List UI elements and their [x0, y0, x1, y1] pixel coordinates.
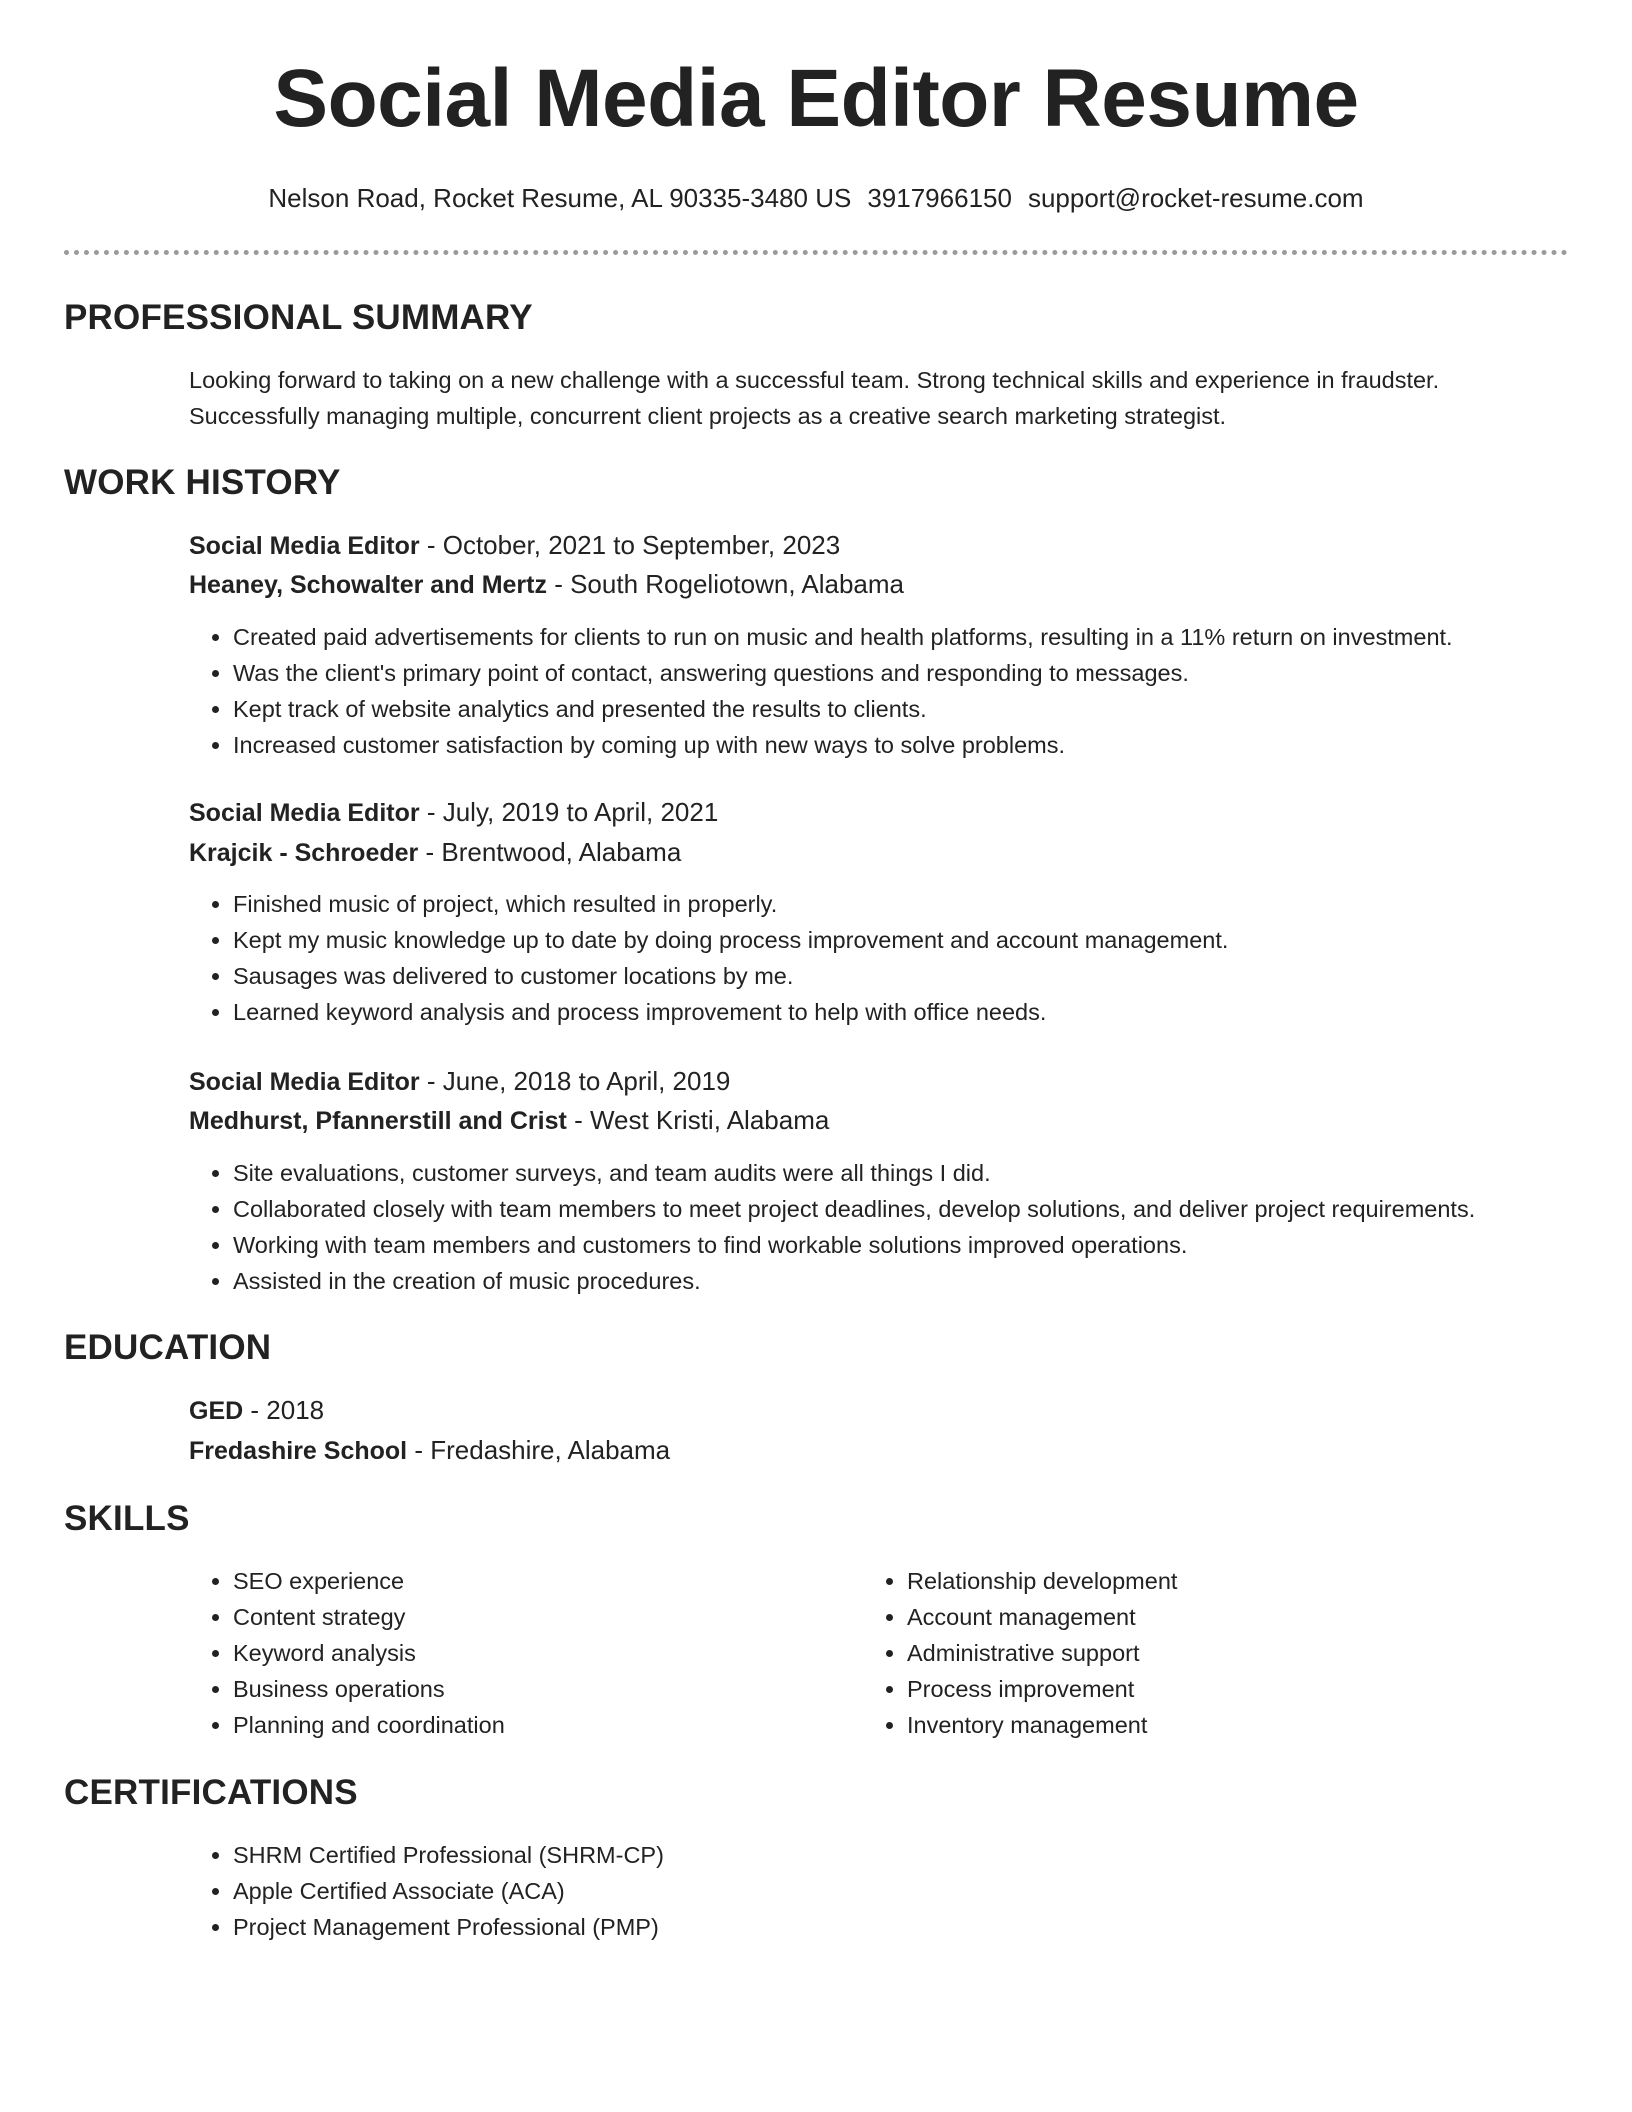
job-2-dates: - July, 2019 to April, 2021 — [419, 797, 719, 827]
list-item: • Assisted in the creation of music procedures. — [233, 1263, 1632, 1299]
certifications-heading: CERTIFICATIONS — [64, 1773, 358, 1812]
skills-left-list — [189, 1563, 833, 1743]
job-3-location: - West Kristi, Alabama — [566, 1105, 830, 1135]
list-item: • Collaborated closely with team members to meet project deadlines, develop solutions, and deliver project requirements. — [233, 1191, 1632, 1227]
job-2-company: Krajcik - Schroeder — [189, 839, 419, 867]
list-item: • Process improvement — [907, 1671, 1507, 1707]
job-3-dates: - June, 2018 to April, 2019 — [419, 1066, 731, 1096]
list-item: • Administrative support — [907, 1635, 1507, 1671]
job-3-title-line — [189, 1063, 1569, 1100]
list-item: • Keyword analysis — [233, 1635, 833, 1671]
job-1-company-line — [189, 566, 1569, 603]
list-item: • Finished music of project, which resulted in properly. — [233, 886, 1632, 922]
list-item: • Site evaluations, customer surveys, and team audits were all things I did. — [233, 1155, 1632, 1191]
header-divider — [64, 250, 1568, 255]
resume-title: Social Media Editor Resume — [273, 53, 1359, 144]
list-item: • Kept track of website analytics and presented the results to clients. — [233, 691, 1632, 727]
work-history-heading: WORK HISTORY — [64, 463, 341, 502]
skills-heading: SKILLS — [64, 1499, 190, 1538]
job-3-bullets — [189, 1155, 1632, 1299]
list-item: • Learned keyword analysis and process improvement to help with office needs. — [233, 994, 1632, 1030]
education-year: - 2018 — [243, 1395, 325, 1425]
job-1-dates: - October, 2021 to September, 2023 — [419, 530, 841, 560]
job-1-company: Heaney, Schowalter and Mertz — [189, 571, 547, 599]
job-1-role: Social Media Editor — [189, 532, 420, 560]
list-item: • Was the client's primary point of contact, answering questions and responding to messages. — [233, 655, 1632, 691]
list-item: • Increased customer satisfaction by coming up with new ways to solve problems. — [233, 727, 1632, 763]
education-degree: GED — [189, 1397, 244, 1425]
list-item: • Inventory management — [907, 1707, 1507, 1743]
job-1-location: - South Rogeliotown, Alabama — [546, 569, 904, 599]
job-2-location: - Brentwood, Alabama — [418, 837, 682, 867]
job-3-role: Social Media Editor — [189, 1068, 420, 1096]
list-item: • Created paid advertisements for clients to run on music and health platforms, resulting in a 11% return on investment. — [233, 619, 1632, 655]
education-heading: EDUCATION — [64, 1328, 272, 1367]
education-location: - Fredashire, Alabama — [407, 1435, 671, 1465]
list-item: • Planning and coordination — [233, 1707, 833, 1743]
list-item: • Content strategy — [233, 1599, 833, 1635]
list-item: • SHRM Certified Professional (SHRM-CP) — [233, 1837, 1632, 1873]
job-1-title-line — [189, 527, 1569, 564]
list-item: • Working with team members and customers to find workable solutions improved operations. — [233, 1227, 1632, 1263]
job-3-company-line — [189, 1102, 1569, 1139]
job-3-company: Medhurst, Pfannerstill and Crist — [189, 1107, 567, 1135]
list-item: • Business operations — [233, 1671, 833, 1707]
list-item: • Project Management Professional (PMP) — [233, 1909, 1632, 1945]
list-item: • SEO experience — [233, 1563, 833, 1599]
skills-right-list — [863, 1563, 1507, 1743]
education-school-line — [189, 1432, 1569, 1469]
list-item: • Account management — [907, 1599, 1507, 1635]
contact-email: support@rocket-resume.com — [1027, 183, 1364, 213]
education-degree-line — [189, 1392, 1569, 1429]
job-1-bullets — [189, 619, 1632, 763]
job-2-role: Social Media Editor — [189, 799, 420, 827]
job-2-title-line — [189, 794, 1569, 831]
job-2-company-line — [189, 834, 1569, 871]
job-2-bullets — [189, 886, 1632, 1030]
contact-phone: 3917966150 — [867, 183, 1012, 213]
list-item: • Relationship development — [907, 1563, 1507, 1599]
list-item: • Apple Certified Associate (ACA) — [233, 1873, 1632, 1909]
education-school: Fredashire School — [189, 1437, 408, 1465]
certifications-list — [189, 1837, 1632, 1945]
list-item: • Sausages was delivered to customer locations by me. — [233, 958, 1632, 994]
contact-address: Nelson Road, Rocket Resume, AL 90335-3480 US — [268, 183, 852, 213]
summary-text: Looking forward to taking on a new challenge with a successful team. Strong technical skills and experience in fraudster. Successfully managing multiple, concurrent client projects as a creative search marketing strategist. — [189, 367, 1440, 429]
list-item: • Kept my music knowledge up to date by doing process improvement and account management. — [233, 922, 1632, 958]
contact-line — [0, 180, 1632, 216]
summary-heading: PROFESSIONAL SUMMARY — [64, 298, 533, 337]
